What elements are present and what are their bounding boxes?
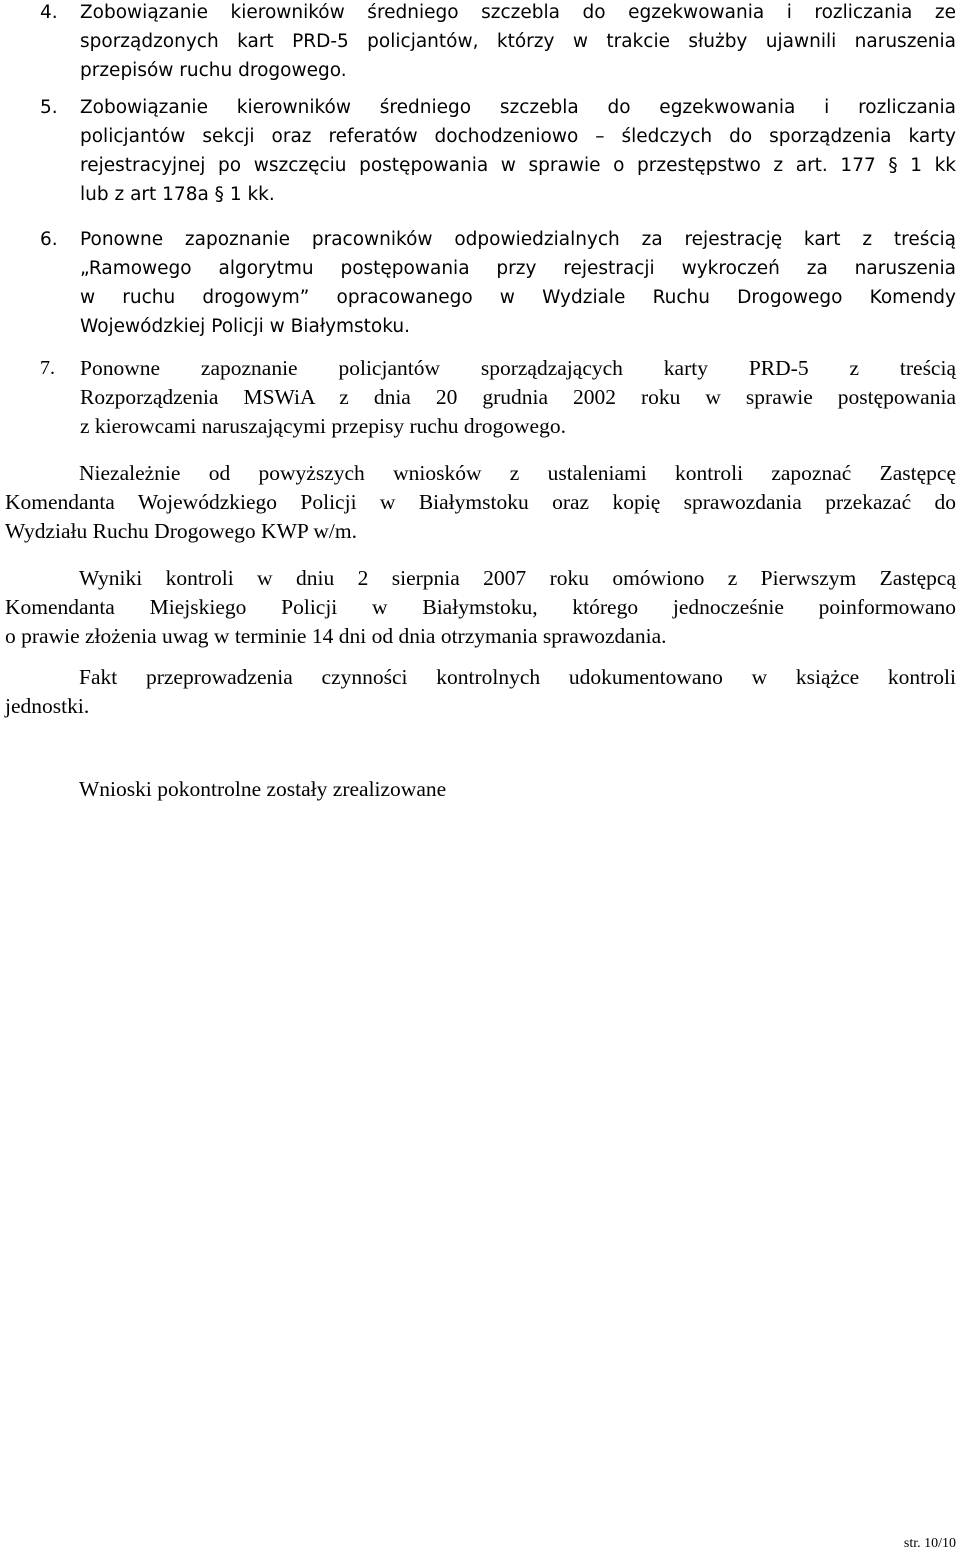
- list-item-4: [0, 0, 956, 85]
- paragraph: [5, 564, 956, 651]
- text-line: z kierowcami naruszającymi przepisy ruchu drogowego.: [80, 414, 566, 438]
- paragraph: [5, 459, 956, 546]
- text-line: w ruchu drogowym” opracowanego w Wydziale Ruchu Drogowego Komendy: [80, 287, 956, 308]
- closing-statement: [79, 775, 679, 804]
- text-line: policjantów sekcji oraz referatów dochodzeniowo – śledczych do sporządzenia karty: [80, 126, 956, 147]
- text-line: Niezależnie od powyższych wniosków z ustaleniami kontroli zapoznać Zastępcę: [79, 461, 956, 485]
- text-line: Wydziału Ruchu Drogowego KWP w/m.: [5, 519, 357, 543]
- text-line: Wnioski pokontrolne zostały zrealizowane: [79, 777, 447, 801]
- text-line: „Ramowego algorytmu postępowania przy rejestracji wykroczeń za naruszenia: [80, 258, 956, 279]
- text-line: Komendanta Miejskiego Policji w Białymstoku, którego jednocześnie poinformowano: [5, 595, 956, 619]
- paragraph: [5, 663, 956, 721]
- list-item-number: 7.: [40, 357, 55, 379]
- text-line: Fakt przeprowadzenia czynności kontrolnych udokumentowano w książce kontroli: [79, 665, 956, 689]
- text-line: Ponowne zapoznanie policjantów sporządzających karty PRD-5 z treścią: [80, 356, 956, 380]
- text-line: o prawie złożenia uwag w terminie 14 dni od dnia otrzymania sprawozdania.: [5, 624, 667, 648]
- text-line: Rozporządzenia MSWiA z dnia 20 grudnia 2002 roku w sprawie postępowania: [80, 385, 956, 409]
- text-line: lub z art 178a § 1 kk.: [80, 184, 275, 205]
- text-line: rejestracyjnej po wszczęciu postępowania w sprawie o przestępstwo z art. 177 § 1 kk: [80, 155, 956, 176]
- text-line: Wyniki kontroli w dniu 2 sierpnia 2007 roku omówiono z Pierwszym Zastępcą: [79, 566, 956, 590]
- list-item-7: [0, 354, 956, 441]
- list-item-number: 4.: [40, 2, 58, 23]
- list-item-5: [0, 93, 956, 209]
- list-item-number: 6.: [40, 229, 58, 250]
- text-line: Komendanta Wojewódzkiego Policji w Białymstoku oraz kopię sprawozdania przekazać do: [5, 490, 956, 514]
- text-line: jednostki.: [5, 694, 90, 718]
- text-line: Zobowiązanie kierowników średniego szczebla do egzekwowania i rozliczania ze: [80, 2, 956, 23]
- text-line: Ponowne zapoznanie pracowników odpowiedzialnych za rejestrację kart z treścią: [80, 229, 956, 250]
- text-line: sporządzonych kart PRD-5 policjantów, którzy w trakcie służby ujawnili naruszenia: [80, 31, 956, 52]
- page-number: str. 10/10: [903, 1536, 956, 1551]
- list-item-6: [0, 225, 956, 341]
- text-line: Zobowiązanie kierowników średniego szczebla do egzekwowania i rozliczania: [80, 97, 956, 118]
- list-item-number: 5.: [40, 97, 58, 118]
- text-line: Wojewódzkiej Policji w Białymstoku.: [80, 316, 411, 337]
- text-line: przepisów ruchu drogowego.: [80, 60, 347, 81]
